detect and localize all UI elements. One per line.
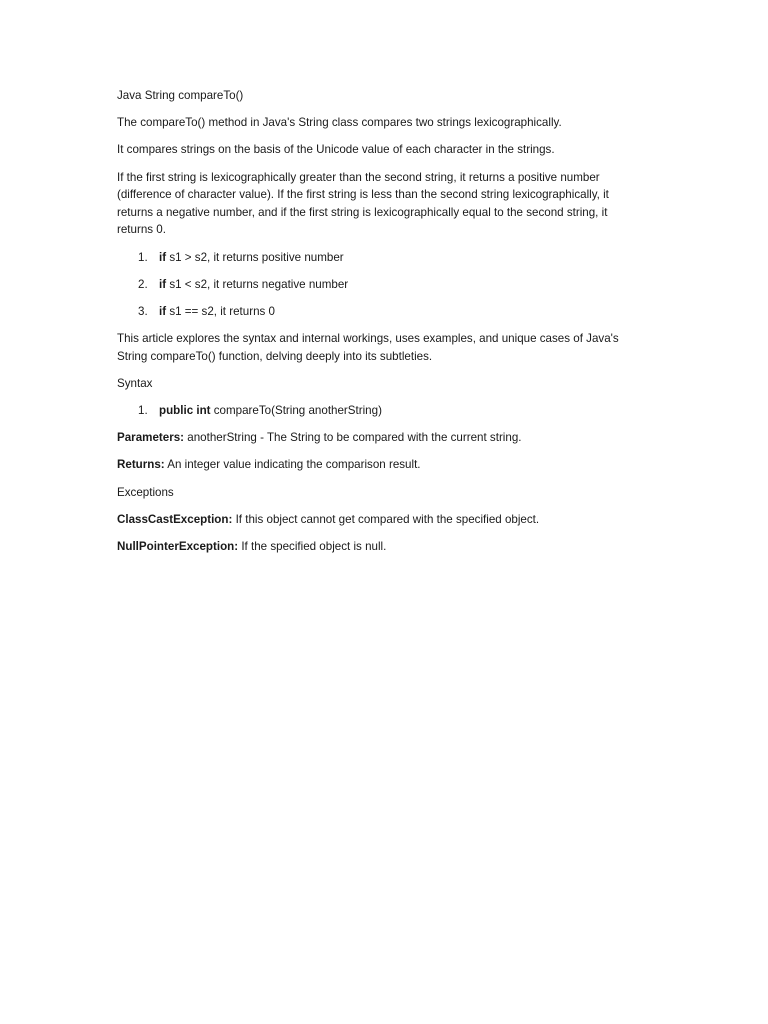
document-content: [117, 87, 637, 565]
list-text: s1 == s2, it returns 0: [166, 304, 276, 318]
list-item: [117, 402, 637, 420]
list-keyword: if: [159, 250, 167, 264]
list-text: s1 < s2, it returns negative number: [166, 277, 349, 291]
exception-nullpointer: [117, 538, 637, 556]
intro-paragraph-2: It compares strings on the basis of the Unicode value of each character in the strings.: [117, 143, 555, 157]
returns-paragraph: [117, 456, 637, 474]
list-item: [117, 303, 637, 321]
exception-label: ClassCastException:: [117, 512, 233, 526]
exception-label: NullPointerException:: [117, 540, 239, 553]
list-number: 1.: [138, 404, 148, 418]
returns-text: An integer value indicating the comparison result.: [164, 458, 421, 472]
syntax-signature: compareTo(String anotherString): [210, 404, 382, 418]
list-keyword: if: [159, 304, 167, 318]
syntax-keyword: public int: [159, 404, 211, 418]
exception-text: If this object cannot get compared with the specified object.: [232, 512, 540, 526]
list-item: [117, 249, 637, 267]
list-text: s1 > s2, it returns positive number: [166, 250, 344, 264]
intro-paragraph-3: If the first string is lexicographically greater than the second string, it returns a positive number (difference of character value). If the first string is less than the second string lexicographically, it returns a negative number, and if the first string is lexicographically equal to the second string, it returns 0.: [117, 170, 609, 237]
article-paragraph: This article explores the syntax and internal workings, uses examples, and unique cases of Java's String compareTo() function, delving deeply into its subtleties.: [117, 332, 619, 363]
comparison-rules-list: [117, 249, 637, 321]
parameters-label: Parameters:: [117, 431, 185, 445]
list-item: [117, 276, 637, 294]
document-title: Java String compareTo(): [117, 89, 244, 102]
returns-label: Returns:: [117, 458, 165, 472]
syntax-list: [117, 402, 637, 420]
exception-text: If the specified object is null.: [238, 540, 387, 553]
exception-classcast: [117, 511, 637, 529]
parameters-paragraph: [117, 429, 637, 447]
list-keyword: if: [159, 277, 167, 291]
exceptions-heading: Exceptions: [117, 485, 174, 499]
list-number: 2.: [138, 277, 148, 291]
list-number: 1.: [138, 250, 148, 264]
syntax-heading: Syntax: [117, 376, 153, 390]
parameters-text: anotherString - The String to be compared with the current string.: [184, 431, 522, 445]
intro-paragraph-1: The compareTo() method in Java's String class compares two strings lexicographically.: [117, 116, 562, 130]
list-number: 3.: [138, 304, 148, 318]
